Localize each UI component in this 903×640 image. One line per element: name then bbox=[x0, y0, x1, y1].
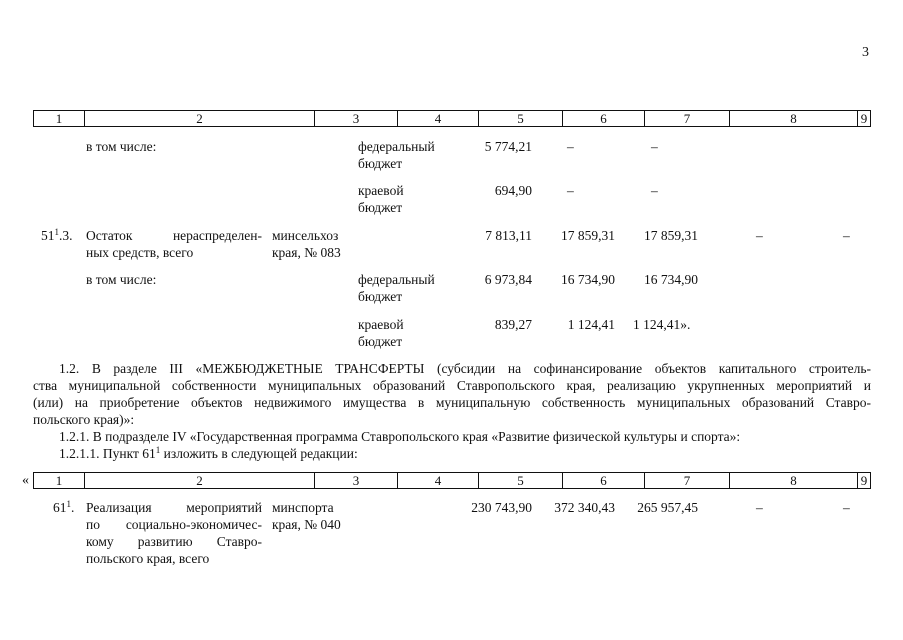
column-header: 4 bbox=[398, 111, 479, 126]
value-col6: – bbox=[567, 139, 574, 154]
paragraph-1-2: 1.2. В разделе III «МЕЖБЮДЖЕТНЫЕ ТРАНСФЕРТЫ (субсидии на софинансирование объектов капитального строитель- ства муниципальной собственности муниципальных образований Ставропольского края, реализацию укрупненных мероприятий и (или) на приобретение объектов недвижимого имущества в муниципальную собственность муниципальных образований Ставро- польского края)»: bbox=[33, 361, 871, 427]
including-label: в том числе: bbox=[86, 139, 157, 154]
value-col5: 6 973,84 bbox=[484, 272, 532, 287]
value-col6: 17 859,31 bbox=[561, 228, 615, 243]
value-col7: 16 734,90 bbox=[644, 272, 698, 287]
row-number: $61^1$. bbox=[53, 499, 75, 515]
value-col7: 17 859,31 bbox=[644, 228, 698, 243]
column-header: 6 bbox=[563, 111, 645, 126]
including-label: в том числе: bbox=[86, 272, 157, 287]
column-header: 3 bbox=[315, 473, 398, 488]
value-col6: – bbox=[567, 183, 574, 198]
fund-source: федеральный бюджет bbox=[358, 139, 435, 171]
value-col5: 5 774,21 bbox=[484, 139, 532, 154]
row-name: Остаток нераспределен- ных средств, всего bbox=[86, 228, 262, 260]
column-header: 2 bbox=[85, 111, 315, 126]
fund-source: краевой бюджет bbox=[358, 317, 404, 349]
value-col5: 7 813,11 bbox=[485, 228, 532, 243]
value-col6: 1 124,41 bbox=[567, 317, 615, 332]
paragraph-1-2-1: 1.2.1. В подразделе IV «Государственная программа Ставропольского края «Развитие физической культуры и спорта»: bbox=[59, 429, 741, 444]
column-header-row bbox=[33, 110, 871, 127]
value-col7: 1 124,41». bbox=[633, 317, 691, 332]
column-header: 1 bbox=[34, 473, 85, 488]
value-col7: – bbox=[651, 183, 658, 198]
column-header: 9 bbox=[860, 473, 868, 488]
column-header: 1 bbox=[34, 111, 85, 126]
column-header: 5 bbox=[479, 111, 563, 126]
column-header: 6 bbox=[563, 473, 645, 488]
value-col5: 839,27 bbox=[494, 317, 532, 332]
value-col7: 265 957,45 bbox=[637, 500, 698, 515]
value-col6: 16 734,90 bbox=[561, 272, 615, 287]
value-col6: 372 340,43 bbox=[554, 500, 615, 515]
open-quote: « bbox=[22, 473, 29, 488]
value-col8: – bbox=[756, 500, 763, 515]
value-col9: – bbox=[843, 500, 850, 515]
column-header: 7 bbox=[645, 111, 730, 126]
executor: минсельхоз края, № 083 bbox=[272, 228, 341, 260]
column-header: 2 bbox=[85, 473, 315, 488]
column-header: 3 bbox=[315, 111, 398, 126]
fund-source: краевой бюджет bbox=[358, 183, 404, 215]
value-col8: – bbox=[756, 228, 763, 243]
column-header: 9 bbox=[860, 111, 868, 126]
column-header: 7 bbox=[645, 473, 730, 488]
fund-source: федеральный бюджет bbox=[358, 272, 435, 304]
value-col9: – bbox=[843, 228, 850, 243]
row-name: Реализация мероприятий по социально-экономичес- кому развитию Ставро- польского края, всего bbox=[86, 500, 262, 566]
column-header: 5 bbox=[479, 473, 563, 488]
paragraph-1-2-1-1: 1.2.1.1. Пункт $61^1$ изложить в следующей редакции: bbox=[59, 445, 358, 461]
value-col5: 230 743,90 bbox=[471, 500, 532, 515]
page-number: 3 bbox=[862, 45, 869, 60]
column-header-row bbox=[33, 472, 871, 489]
value-col5: 694,90 bbox=[494, 183, 532, 198]
column-header: 8 bbox=[730, 473, 858, 488]
value-col7: – bbox=[651, 139, 658, 154]
column-header: 4 bbox=[398, 473, 479, 488]
column-header: 8 bbox=[730, 111, 858, 126]
executor: минспорта края, № 040 bbox=[272, 500, 341, 532]
row-number: $51^1.3$. bbox=[41, 227, 73, 243]
